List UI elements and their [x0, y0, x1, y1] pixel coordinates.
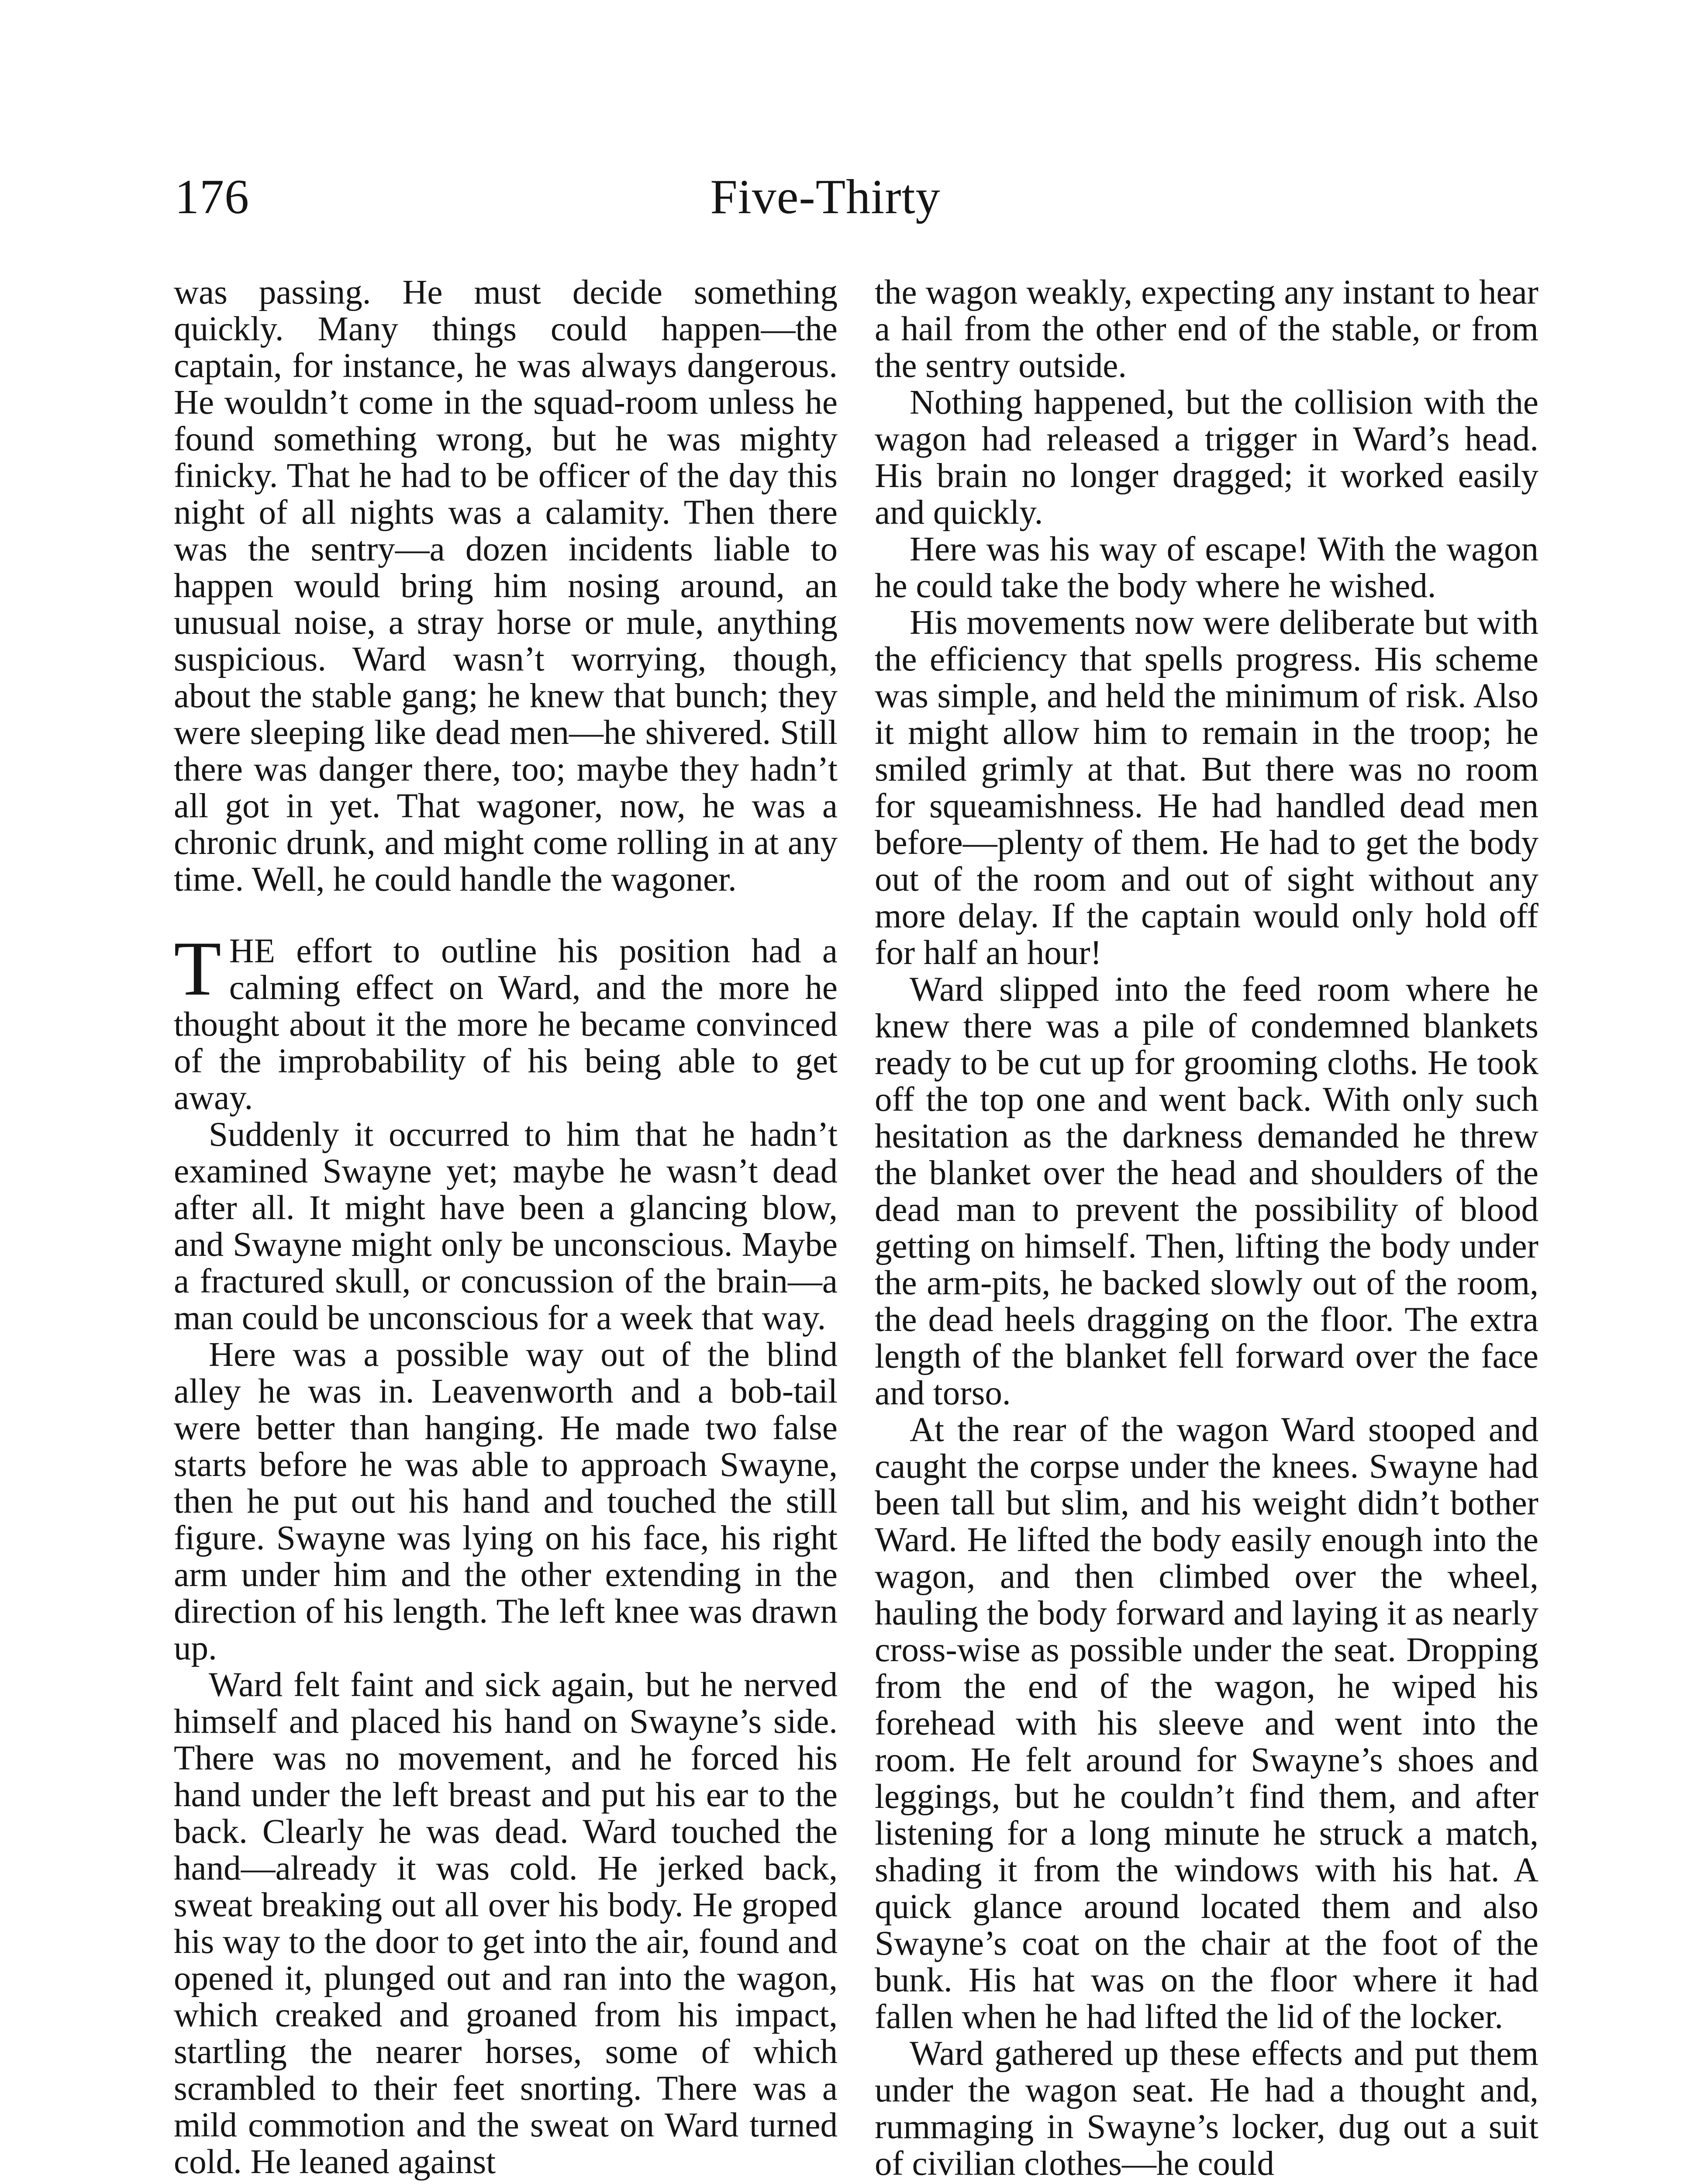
body-paragraph: Ward slipped into the feed room where he knew there was a pile of condemned blankets ready to be cut up for grooming cloths. He took off the top one and went back. With only such hesitation as the darkness demanded he threw the blanket over the head and shoulders of the dead man to prevent the possibility of blood getting on himself. Then, lifting the body under the arm-pits, he backed slowly out of the room, the dead heels dragging on the floor. The extra length of the blanket fell forward over the face and torso.: [875, 971, 1538, 1412]
body-paragraph: Here was his way of escape! With the wagon he could take the body where he wished.: [875, 530, 1538, 605]
left-column: [174, 274, 838, 2181]
page-number: 176: [175, 170, 249, 224]
body-paragraph: Here was a possible way out of the blind alley he was in. Leavenworth and a bob-tail were better than hanging. He made two false starts before he was able to approach Swayne, then he put out his hand and touched the still figure. Swayne was lying on his face, his right arm under him and the other extending in the direction of his length. The left knee was drawn up.: [174, 1336, 838, 1667]
section-opening-paragraph: [174, 925, 838, 1117]
body-paragraph: Suddenly it occurred to him that he hadn’t examined Swayne yet; maybe he wasn’t dead after all. It might have been a glancing blow, and Swayne might only be unconscious. Maybe a fractured skull, or concussion of the brain—a man could be unconscious for a week that way.: [174, 1116, 838, 1337]
running-title: Five-Thirty: [710, 170, 941, 224]
body-paragraph: Ward gathered up these effects and put them under the wagon seat. He had a thought and, rummaging in Swayne’s locker, dug out a suit of civilian clothes—he could: [875, 2035, 1538, 2183]
section-opening-text: HE effort to outline his position had a calming effect on Ward, and the more he thought about it the more he became convinced of the improbability of his being able to get away.: [174, 932, 838, 1117]
body-paragraph: Nothing happened, but the collision with the wagon had released a trigger in Ward’s head. His brain no longer dragged; it worked easily and quickly.: [875, 384, 1538, 532]
body-paragraph: At the rear of the wagon Ward stooped and caught the corpse under the knees. Swayne had been tall but slim, and his weight didn’t bother Ward. He lifted the body easily enough into the wagon, and then climbed over the wheel, hauling the body forward and laying it as nearly cross-wise as possible under the seat. Dropping from the end of the wagon, he wiped his forehead with his sleeve and went into the room. He felt around for Swayne’s shoes and leggings, but he couldn’t find them, and after listening for a long minute he struck a match, shading it from the windows with his hat. A quick glance around located them and also Swayne’s coat on the chair at the foot of the bunk. His hat was on the floor where it had fallen when he had lifted the lid of the locker.: [875, 1411, 1538, 2036]
body-paragraph: His movements now were deliberate but with the efficiency that spells progress. His scheme was simple, and held the minimum of risk. Also it might allow him to remain in the troop; he smiled grimly at that. But there was no room for squeamishness. He had handled dead men before—plenty of them. He had to get the body out of the room and out of sight without any more delay. If the captain would only hold off for half an hour!: [875, 604, 1538, 972]
body-paragraph: was passing. He must decide something quickly. Many things could happen—the captain, for instance, he was always dangerous. He wouldn’t come in the squad-room unless he found something wrong, but he was mighty finicky. That he had to be officer of the day this night of all nights was a calamity. Then there was the sentry—a dozen incidents liable to happen would bring him nosing around, an unusual noise, a stray horse or mule, anything suspicious. Ward wasn’t worrying, though, about the stable gang; he knew that bunch; they were sleeping like dead men—he shivered. Still there was danger there, too; maybe they hadn’t all got in yet. That wagoner, now, he was a chronic drunk, and might come rolling in at any time. Well, he could handle the wagoner.: [174, 273, 838, 898]
body-paragraph: Ward felt faint and sick again, but he nerved himself and placed his hand on Swayne’s side. There was no movement, and he forced his hand under the left breast and put his ear to the back. Clearly he was dead. Ward touched the hand—already it was cold. He jerked back, sweat breaking out all over his body. He groped his way to the door to get into the air, found and opened it, plunged out and ran into the wagon, which creaked and groaned from his impact, startling the nearer horses, some of which scrambled to their feet snorting. There was a mild commotion and the sweat on Ward turned cold. He leaned against: [174, 1666, 838, 2181]
body-paragraph: the wagon weakly, expecting any instant to hear a hail from the other end of the stable, or from the sentry outside.: [875, 273, 1538, 385]
right-column: [875, 274, 1538, 2182]
drop-cap: T: [174, 925, 221, 1012]
